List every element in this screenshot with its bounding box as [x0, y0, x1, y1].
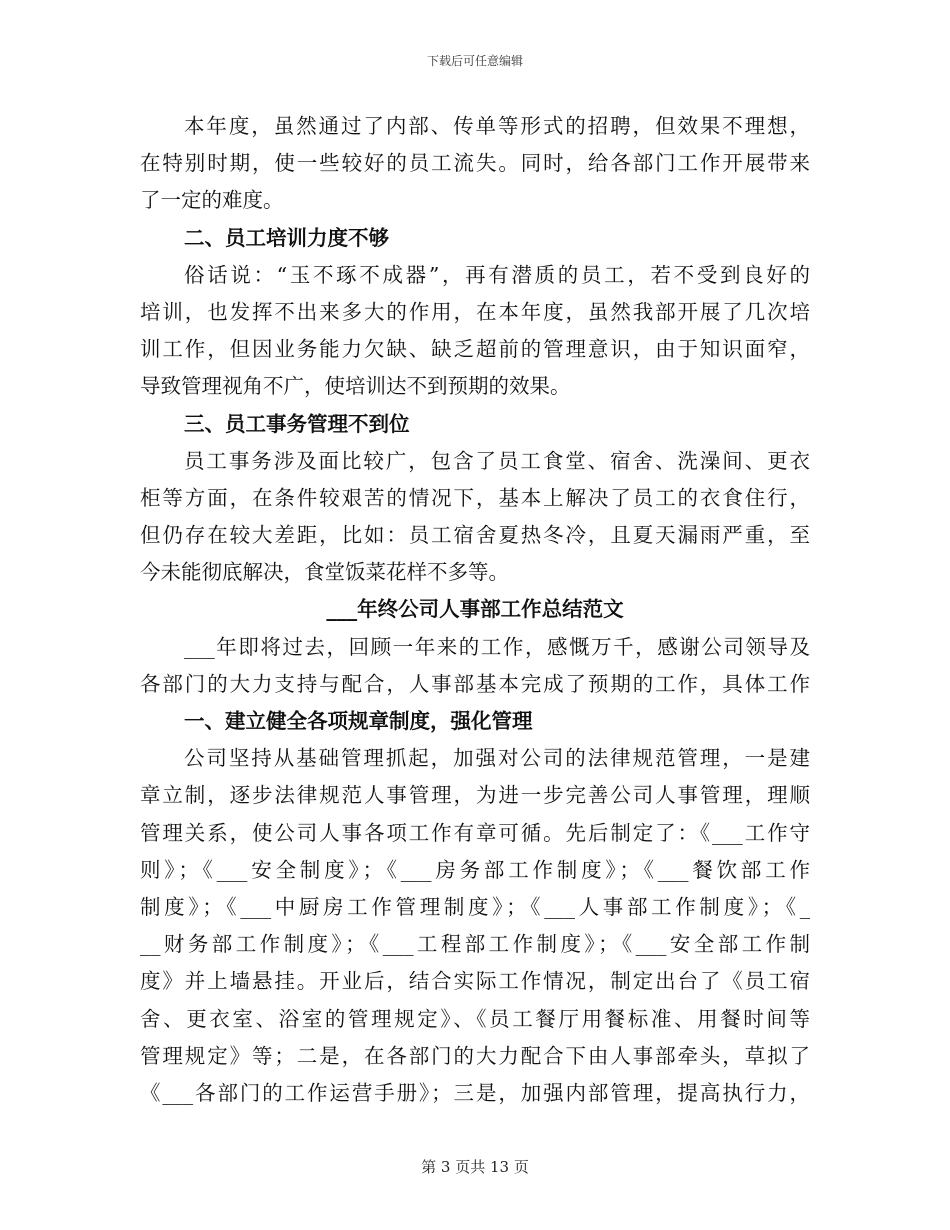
text-line: ___年即将过去，回顾一年来的工作，感慨万千，感谢公司领导及 — [184, 634, 810, 659]
text-line: __财务部工作制度》；《___工程部工作制度》；《___安全部工作制 — [140, 932, 810, 957]
page-header: 下载后可任意编辑 — [426, 54, 523, 68]
text-line: 员工事务涉及面比较广，包含了员工食堂、宿舍、洗澡间、更衣 — [184, 448, 810, 473]
text-line: 舍、更衣室、浴室的管理规定》、《员工餐厅用餐标准、用餐时间等 — [140, 1006, 810, 1031]
text-line: 《___各部门的工作运营手册》；三是，加强内部管理，提高执行力， — [140, 1080, 810, 1105]
text-line: 训工作，但因业务能力欠缺、缺乏超前的管理意识，由于知识面窄， — [140, 337, 810, 362]
text-line: 制度》；《___中厨房工作管理制度》；《___人事部工作制度》；《_ — [140, 894, 810, 919]
text-line: 则》；《___安全制度》；《___房务部工作制度》；《___餐饮部工作 — [140, 857, 810, 882]
text-line: 但仍存在较大差距，比如：员工宿舍夏热冬冷，且夏天漏雨严重，至 — [140, 523, 810, 548]
text-line: 各部门的大力支持与配合，人事部基本完成了预期的工作，具体工作 — [140, 671, 810, 696]
text-line: 柜等方面，在条件较艰苦的情况下，基本上解决了员工的衣食住行， — [140, 485, 810, 510]
text-line: 管理规定》等；二是，在各部门的大力配合下由人事部牵头，草拟了 — [140, 1043, 810, 1068]
section-heading: 三、员工事务管理不到位 — [184, 411, 410, 436]
text-line: 培训，也发挥不出来多大的作用，在本年度，虽然我部开展了几次培 — [140, 299, 810, 324]
text-line: 管理关系，使公司人事各项工作有章可循。先后制定了：《___工作守 — [140, 820, 810, 845]
page-footer: 第 3 页共 13 页 — [421, 1158, 529, 1176]
text-line: 在特别时期，使一些较好的员工流失。同时，给各部门工作开展带来 — [140, 151, 810, 176]
text-line: 了一定的难度。 — [140, 188, 284, 213]
text-line: 俗话说：“玉不琢不成器”，再有潜质的员工，若不受到良好的 — [184, 262, 810, 287]
text-line: 本年度，虽然通过了内部、传单等形式的招聘，但效果不理想， — [184, 114, 810, 138]
text-line: 导致管理视角不广，使培训达不到预期的效果。 — [140, 374, 571, 399]
section-title: ___年终公司人事部工作总结范文 — [326, 597, 624, 622]
text-line: 公司坚持从基础管理抓起，加强对公司的法律规范管理，一是建 — [184, 746, 810, 771]
section-heading: 二、员工培训力度不够 — [184, 225, 389, 250]
text-line: 今未能彻底解决，食堂饭菜花样不多等。 — [140, 560, 509, 585]
document-body — [140, 108, 810, 1112]
text-line: 章立制，逐步法律规范人事管理，为进一步完善公司人事管理，理顺 — [140, 783, 810, 808]
text-line: 度》并上墙悬挂。开业后，结合实际工作情况，制定出台了《员工宿 — [140, 969, 810, 994]
section-heading: 一、建立健全各项规章制度，强化管理 — [184, 709, 533, 733]
